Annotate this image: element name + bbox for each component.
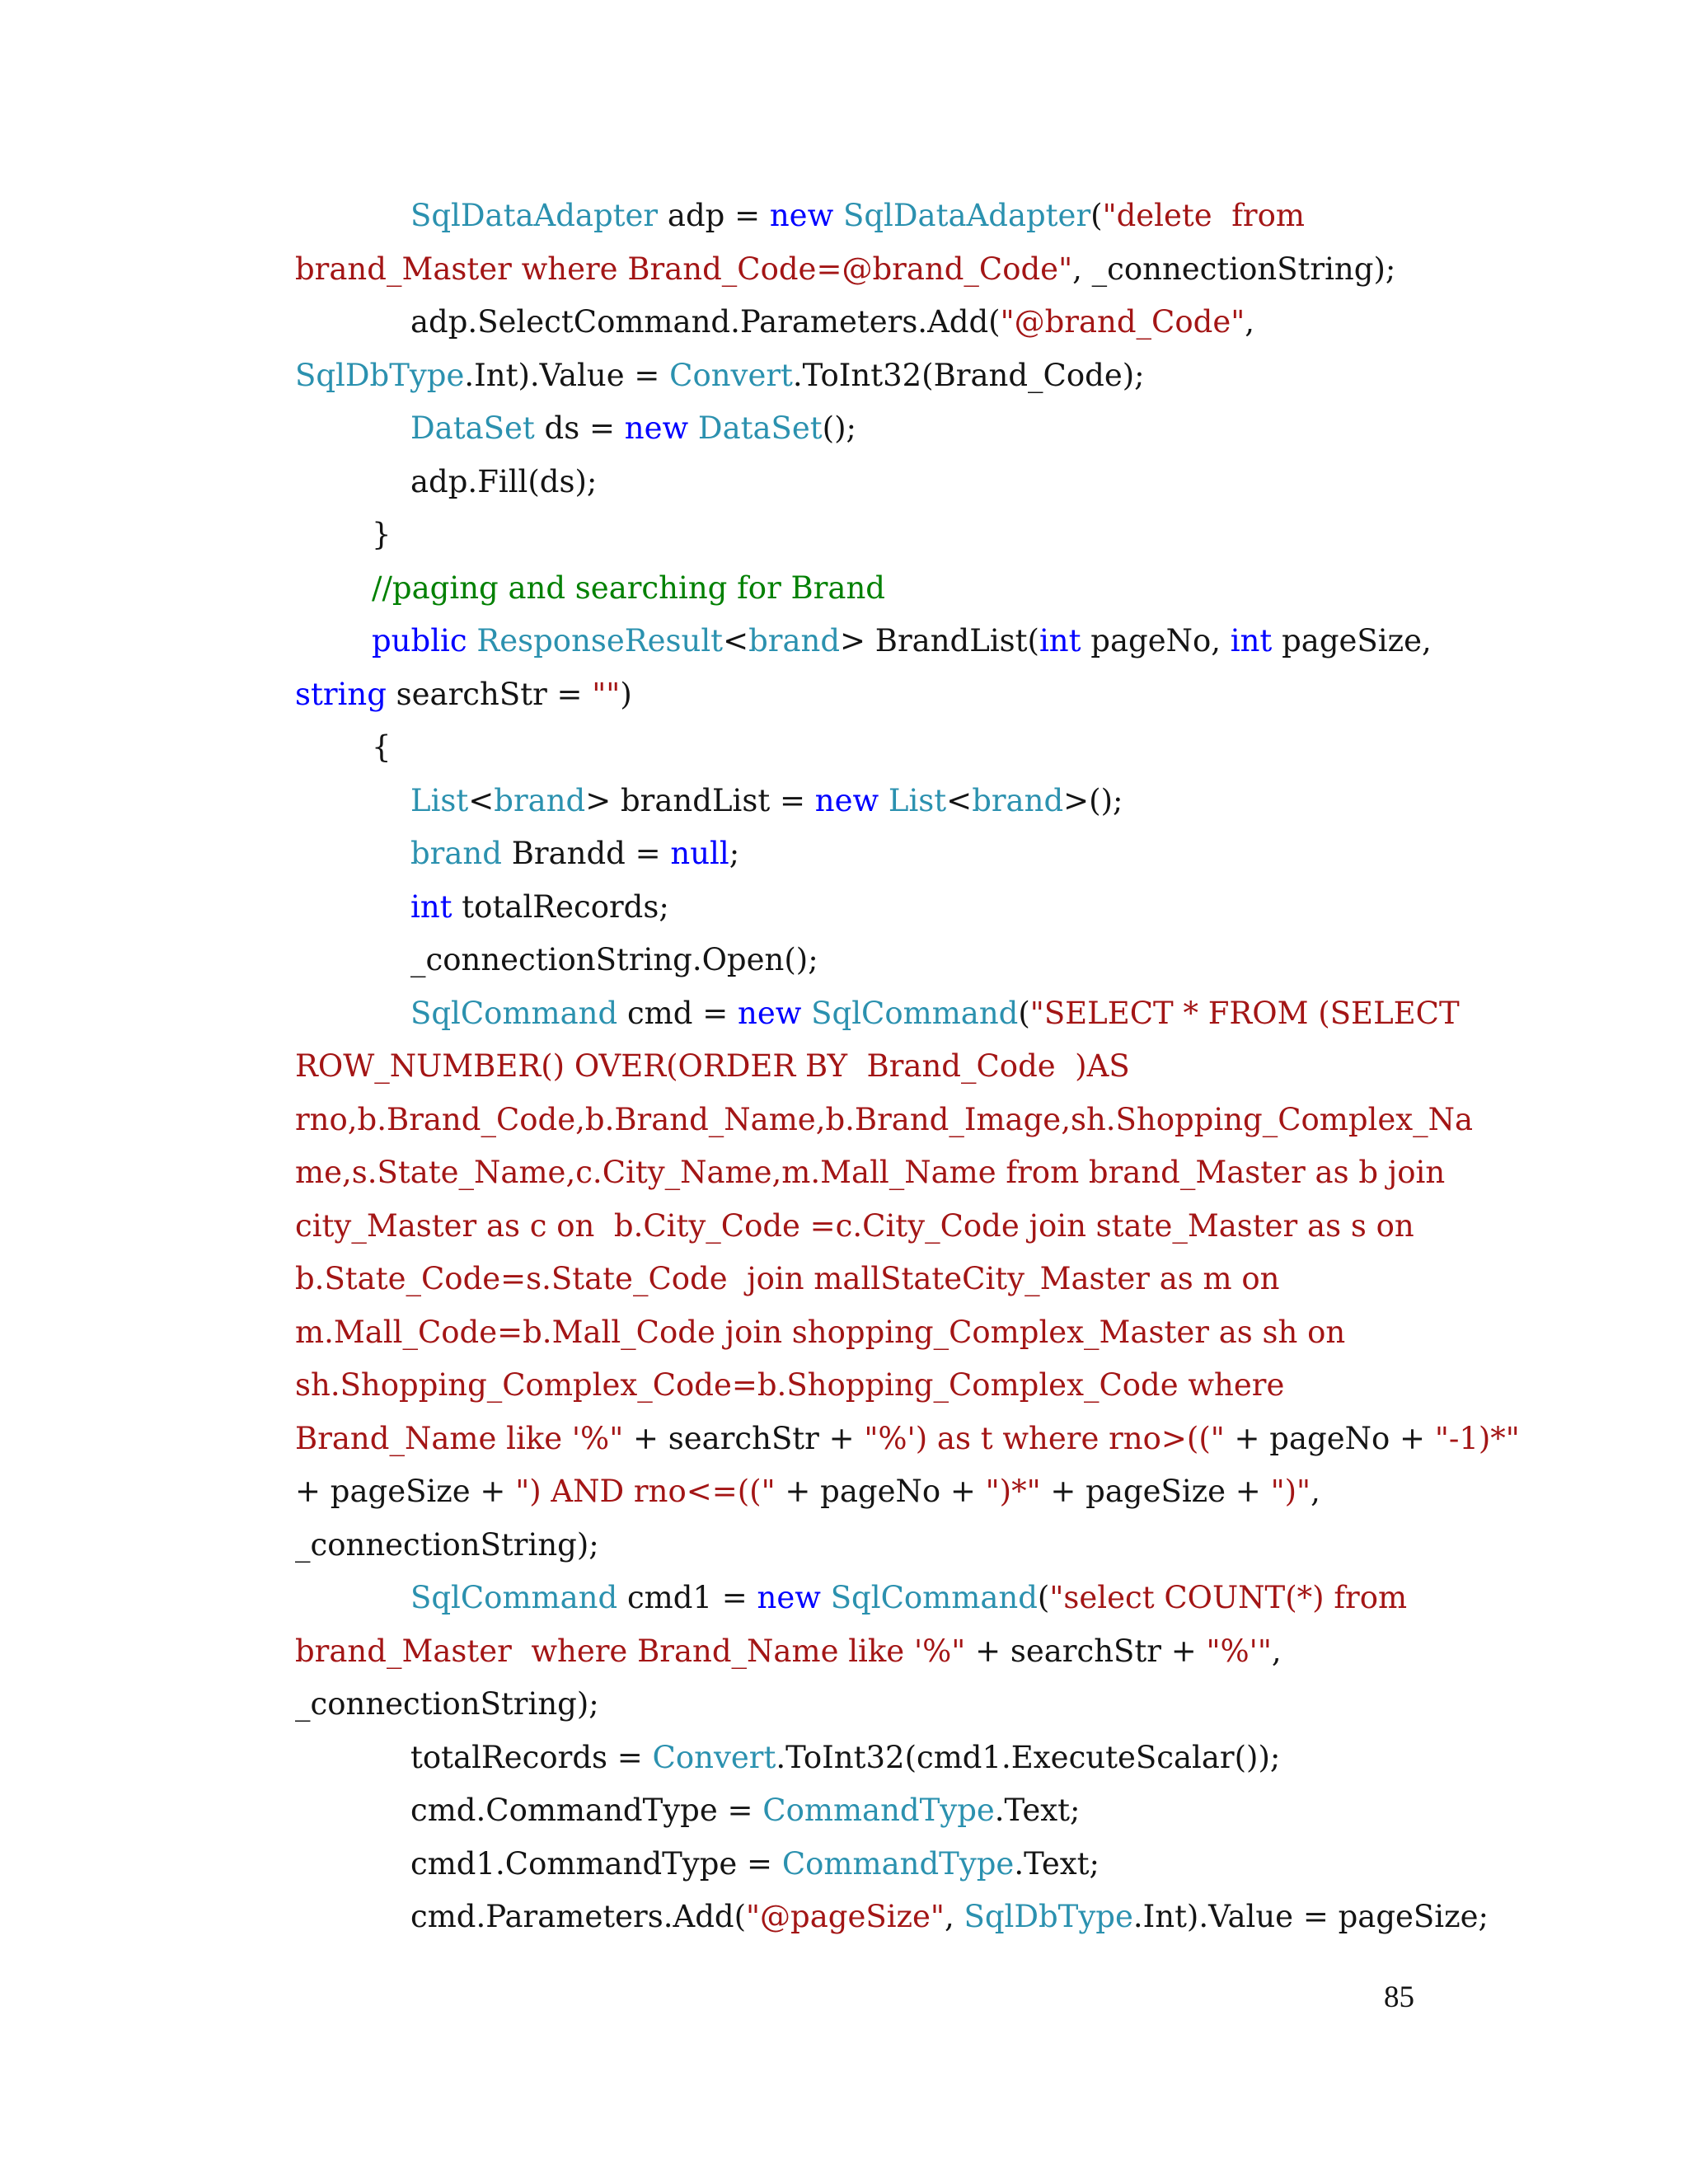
type-name: DataSet <box>697 410 823 446</box>
code-text: totalRecords; <box>452 888 669 925</box>
code-line <box>295 1572 1416 1625</box>
keyword: new <box>769 198 834 233</box>
code-text: >(); <box>1063 782 1123 818</box>
string-literal: ") AND rno<=((" <box>515 1474 776 1509</box>
code-line <box>295 1838 1416 1891</box>
string-literal: "select COUNT(*) from <box>1049 1580 1408 1615</box>
code-text: , _connectionString); <box>1072 251 1396 287</box>
code-text: + pageSize + <box>1040 1474 1271 1509</box>
code-text: ( <box>1018 995 1030 1031</box>
code-text: + searchStr + <box>623 1420 865 1456</box>
code-line <box>295 1413 1520 1466</box>
type-name: SqlDbType <box>964 1899 1133 1934</box>
code-text: cmd = <box>617 995 738 1031</box>
code-text: ( <box>1090 198 1103 233</box>
code-line <box>295 1253 1416 1306</box>
keyword: int <box>410 888 452 925</box>
code-line <box>295 827 1416 881</box>
code-line <box>295 1784 1416 1838</box>
keyword: null <box>670 836 729 871</box>
keyword: int <box>1039 623 1081 658</box>
code-text <box>821 1580 831 1615</box>
code-line <box>295 1094 1474 1147</box>
code-line <box>295 1359 1416 1413</box>
code-line <box>295 1465 1416 1519</box>
code-text: < <box>946 782 973 818</box>
code-block <box>295 190 1520 1944</box>
code-line <box>295 1678 1416 1732</box>
code-text: + searchStr + <box>965 1633 1207 1669</box>
keyword: public <box>372 623 467 658</box>
code-text: > brandList = <box>585 782 815 818</box>
type-name: SqlDbType <box>295 357 465 393</box>
string-literal: "@brand_Code" <box>1000 304 1245 340</box>
code-text: _connectionString); <box>295 1686 599 1722</box>
string-literal: "delete from <box>1102 198 1305 233</box>
code-text: .Int).Value = <box>464 357 670 393</box>
string-literal: "@pageSize" <box>746 1899 945 1934</box>
code-text: cmd.Parameters.Add( <box>410 1899 746 1934</box>
code-text <box>688 410 698 446</box>
code-line <box>295 1891 1489 1944</box>
code-line <box>295 1200 1416 1254</box>
code-text: < <box>468 782 495 818</box>
code-line <box>295 881 1416 935</box>
string-literal: "%'" <box>1206 1633 1272 1669</box>
string-literal: city_Master as c on b.City_Code =c.City_Code join state_Master as s on <box>295 1207 1414 1244</box>
code-text: adp.SelectCommand.Parameters.Add( <box>410 304 1001 340</box>
code-text: } <box>372 517 392 552</box>
code-text: { <box>372 729 392 765</box>
type-name: ResponseResult <box>476 623 724 658</box>
type-name: brand <box>748 623 841 658</box>
string-literal: ")" <box>1270 1474 1311 1509</box>
code-text: ) <box>620 676 632 712</box>
type-name: brand <box>410 836 502 871</box>
type-name: SqlCommand <box>811 995 1019 1031</box>
code-line <box>295 1306 1416 1360</box>
code-text: + pageNo + <box>1224 1420 1435 1456</box>
string-literal: ROW_NUMBER() OVER(ORDER BY Brand_Code )AS <box>295 1048 1130 1084</box>
type-name: brand <box>972 782 1064 818</box>
code-text: ( <box>1037 1580 1050 1615</box>
code-line <box>295 296 1416 349</box>
code-text: (); <box>822 410 857 446</box>
string-literal: rno,b.Brand_Code,b.Brand_Name,b.Brand_Image,sh.Shopping_Complex_Na <box>295 1101 1474 1137</box>
code-line <box>295 562 1416 616</box>
type-name: SqlCommand <box>410 1580 618 1615</box>
code-line <box>295 987 1460 1041</box>
code-text: pageSize, <box>1272 623 1432 658</box>
string-literal: me,s.State_Name,c.City_Name,m.Mall_Name from brand_Master as b join <box>295 1155 1446 1190</box>
keyword: new <box>624 410 689 446</box>
code-line <box>295 1519 1416 1572</box>
type-name: SqlCommand <box>830 1580 1038 1615</box>
type-name: Convert <box>669 357 793 393</box>
code-text: adp.Fill(ds); <box>410 463 598 499</box>
code-text: , <box>944 1899 964 1934</box>
code-text <box>833 198 843 233</box>
type-name: CommandType <box>781 1845 1015 1882</box>
code-text: pageNo, <box>1081 623 1231 658</box>
string-literal: "%') as t where rno>((" <box>864 1420 1225 1456</box>
code-text: cmd.CommandType = <box>410 1793 763 1828</box>
code-text: ds = <box>534 410 625 446</box>
code-text <box>879 783 889 818</box>
code-line <box>295 615 1432 668</box>
type-name: Convert <box>652 1739 776 1775</box>
code-text: cmd1.CommandType = <box>410 1845 782 1882</box>
keyword: new <box>737 995 802 1031</box>
string-literal: ")*" <box>985 1474 1041 1509</box>
code-text: _connectionString); <box>295 1526 599 1563</box>
type-name: CommandType <box>762 1793 995 1828</box>
code-line <box>295 456 1416 509</box>
comment: //paging and searching for Brand <box>372 569 885 606</box>
code-text: .ToInt32(Brand_Code); <box>792 357 1145 393</box>
code-text: , <box>1271 1633 1282 1669</box>
string-literal: brand_Master where Brand_Name like '%" <box>295 1633 966 1669</box>
string-literal: Brand_Name like '%" <box>295 1420 624 1456</box>
code-line <box>295 1146 1446 1200</box>
code-line <box>295 721 1416 775</box>
code-text: .Text; <box>1014 1845 1100 1882</box>
page-number: 85 <box>1384 1980 1414 2014</box>
code-text: + pageSize + <box>295 1474 516 1509</box>
code-text: .Int).Value = pageSize; <box>1132 1899 1489 1934</box>
code-line <box>295 243 1416 297</box>
type-name: SqlCommand <box>410 995 618 1031</box>
code-line <box>295 349 1416 403</box>
code-text: _connectionString.Open(); <box>410 942 818 977</box>
code-text: .Text; <box>994 1793 1081 1828</box>
code-line <box>295 1732 1416 1785</box>
code-line <box>295 509 1416 562</box>
code-line <box>295 402 1416 456</box>
keyword: int <box>1230 623 1273 658</box>
type-name: brand <box>494 782 586 818</box>
code-line <box>295 934 1416 987</box>
code-text: , <box>1311 1474 1320 1509</box>
code-text: totalRecords = <box>410 1739 653 1775</box>
code-text: > BrandList( <box>840 623 1039 658</box>
code-text: Brandd = <box>501 836 671 871</box>
string-literal: sh.Shopping_Complex_Code=b.Shopping_Complex_Code where <box>295 1367 1285 1403</box>
code-text <box>801 996 811 1031</box>
code-line <box>295 190 1416 243</box>
code-line <box>295 775 1416 828</box>
code-text: adp = <box>658 198 770 233</box>
string-literal: b.State_Code=s.State_Code join mallStateCity_Master as m on <box>295 1261 1280 1296</box>
code-text: < <box>723 623 749 658</box>
string-literal: m.Mall_Code=b.Mall_Code join shopping_Complex_Master as sh on <box>295 1314 1346 1350</box>
code-text: + pageNo + <box>775 1474 986 1509</box>
keyword: string <box>295 676 387 712</box>
type-name: SqlDataAdapter <box>410 198 659 233</box>
code-text: searchStr = <box>386 676 593 712</box>
string-literal: "SELECT * FROM (SELECT <box>1029 995 1460 1031</box>
type-name: DataSet <box>410 410 535 446</box>
type-name: List <box>410 782 469 818</box>
code-text: , <box>1245 304 1255 340</box>
code-line <box>295 668 1416 722</box>
type-name: SqlDataAdapter <box>843 198 1091 233</box>
code-text: .ToInt32(cmd1.ExecuteScalar()); <box>776 1739 1281 1775</box>
keyword: new <box>757 1580 821 1615</box>
keyword: new <box>814 782 879 818</box>
string-literal: brand_Master where Brand_Code=@brand_Code" <box>295 251 1073 287</box>
code-text: ; <box>729 836 740 871</box>
string-literal: "-1)*" <box>1434 1420 1520 1456</box>
string-literal: "" <box>592 676 621 712</box>
code-text: cmd1 = <box>617 1580 757 1615</box>
code-line <box>295 1625 1416 1679</box>
code-text <box>467 623 477 658</box>
type-name: List <box>888 782 947 818</box>
code-line <box>295 1040 1416 1094</box>
